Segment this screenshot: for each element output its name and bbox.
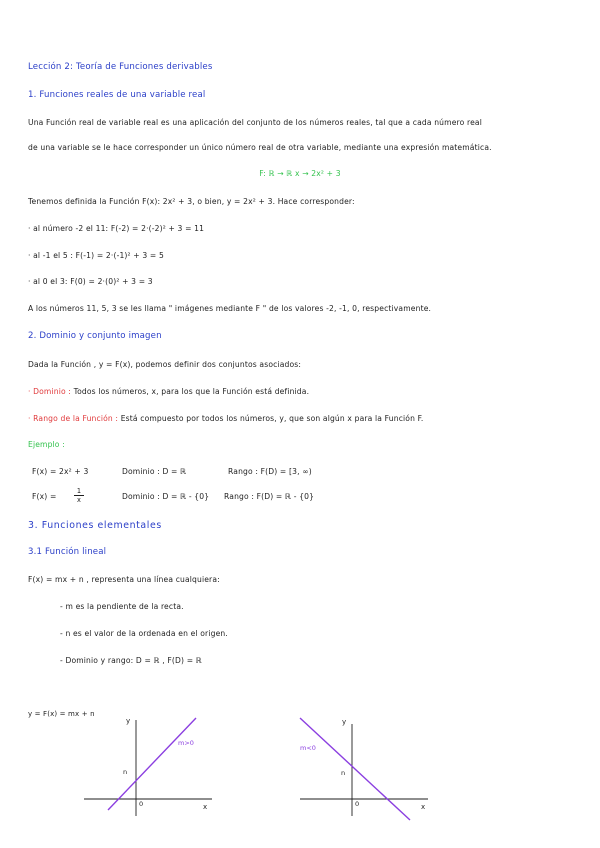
image-item-2: · al -1 el 5 : F(-1) = 2·(-1)² + 3 = 5 xyxy=(28,251,164,260)
y-axis-label: y xyxy=(126,717,131,725)
section3-subheading: 3.1 Función lineal xyxy=(28,547,107,557)
intercept-label: n xyxy=(123,768,128,776)
images-closing-text: A los números 11, 5, 3 se les llama " imágenes mediante F " de los valores -2, -1, 0, respectivamente. xyxy=(28,304,432,313)
dominio-label: · Dominio : xyxy=(28,387,72,396)
rango-text: Está compuesto por todos los números, y, que son algún x para la Función F. xyxy=(118,414,424,423)
image-item-1: · al número -2 el 11: F(-2) = 2·(-2)² + 3 = 11 xyxy=(28,224,205,233)
section2-intro: Dada la Función , y = F(x), podemos definir dos conjuntos asociados: xyxy=(28,360,302,369)
linear-bullet-slope: - m es la pendiente de la recta. xyxy=(60,602,184,611)
y-axis-label: y xyxy=(342,718,347,726)
fraction-numerator: 1 xyxy=(74,487,84,496)
origin-label: 0 xyxy=(139,800,144,808)
linear-bullet-domain: - Dominio y rango: D = ℝ , F(D) = ℝ xyxy=(60,656,202,665)
origin-label: 0 xyxy=(355,800,360,808)
rango-definition xyxy=(28,414,423,423)
section1-paragraph-line2: de una variable se le hace corresponder un único número real de otra variable, mediante una expresión matemática. xyxy=(28,143,492,152)
section2-heading: 2. Dominio y conjunto imagen xyxy=(28,331,162,341)
line-positive-slope xyxy=(108,718,196,810)
example1-domain: Dominio : D = ℝ xyxy=(122,467,187,476)
dominio-text: Todos los números, x, para los que la Función está definida. xyxy=(71,387,310,396)
lesson-title: Lección 2: Teoría de Funciones derivables xyxy=(28,62,213,72)
example2-domain: Dominio : D = ℝ - {0} xyxy=(122,492,210,501)
image-item-3: · al 0 el 3: F(0) = 2·(0)² + 3 = 3 xyxy=(28,277,153,286)
graphs-caption: y = F(x) = mx + n xyxy=(28,710,95,718)
rango-label: · Rango de la Función : xyxy=(28,414,119,423)
graph-negative-slope xyxy=(294,712,434,822)
linear-function-definition: F(x) = mx + n , representa una línea cualquiera: xyxy=(28,575,220,584)
linear-bullet-intercept: - n es el valor de la ordenada en el origen. xyxy=(60,629,228,638)
dominio-definition xyxy=(28,387,309,396)
example1-range: Rango : F(D) = [3, ∞) xyxy=(228,467,312,476)
section3-heading: 3. Funciones elementales xyxy=(28,520,162,531)
fraction-denominator: x xyxy=(76,496,82,504)
defined-function-text: Tenemos definida la Función F(x): 2x² + 3, o bien, y = 2x² + 3. Hace corresponder: xyxy=(28,197,355,206)
intercept-label: n xyxy=(341,769,346,777)
x-axis-label: x xyxy=(421,803,426,811)
slope-label: m>0 xyxy=(178,739,194,747)
example-label: Ejemplo : xyxy=(28,440,65,449)
section1-paragraph-line1: Una Función real de variable real es una aplicación del conjunto de los números reales, tal que a cada número real xyxy=(28,118,482,127)
graph-positive-slope xyxy=(78,712,218,822)
function-formula: F: ℝ → ℝ x → 2x² + 3 xyxy=(259,169,341,178)
x-axis-label: x xyxy=(203,803,208,811)
example1-function: F(x) = 2x² + 3 xyxy=(32,467,89,476)
example2-function-left: F(x) = xyxy=(32,492,57,501)
example2-fraction xyxy=(74,487,84,504)
example2-range: Rango : F(D) = ℝ - {0} xyxy=(224,492,315,501)
slope-label: m<0 xyxy=(300,744,316,752)
section1-heading: 1. Funciones reales de una variable real xyxy=(28,90,206,100)
